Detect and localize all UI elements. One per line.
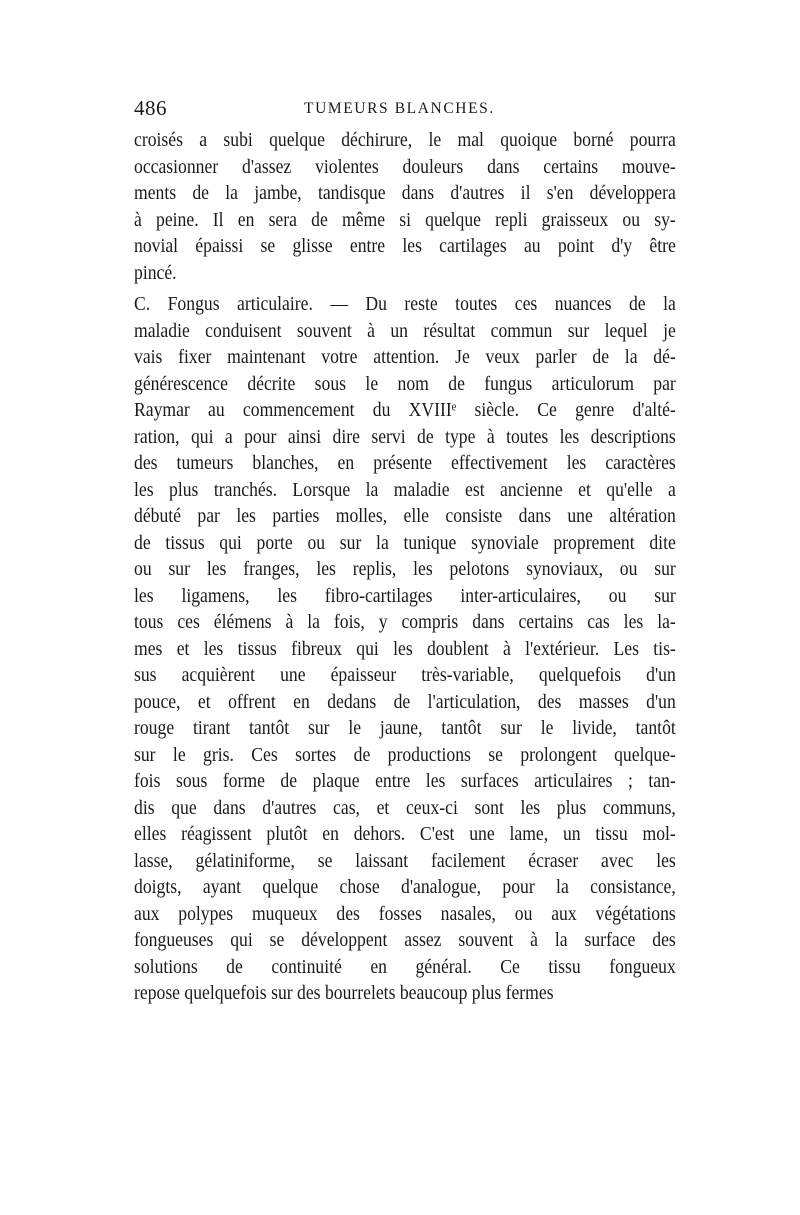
text-line: Raymar au commencement du XVIIIᵉ siècle. Ce genre d'alté- bbox=[134, 399, 676, 421]
text-line: mes et les tissus fibreux qui les doublent à l'extérieur. Les tis- bbox=[134, 637, 676, 660]
text-line: sur le gris. Ces sortes de productions se prolongent quelque- bbox=[134, 743, 676, 766]
text-line: repose quelquefois sur des bourrelets beaucoup plus fermes bbox=[134, 982, 554, 1004]
text-line: solutions de continuité en général. Ce tissu fongueux bbox=[134, 955, 676, 978]
text-line: ments de la jambe, tandisque dans d'autres il s'en développera bbox=[134, 182, 676, 204]
text-line: lasse, gélatiniforme, se laissant facilement écraser avec les bbox=[134, 849, 676, 872]
text-line: ou sur les franges, les replis, les pelotons synoviaux, ou sur bbox=[134, 558, 676, 580]
text-line: fois sous forme de plaque entre les surfaces articulaires ; tan- bbox=[134, 770, 676, 792]
text-line: aux polypes muqueux des fosses nasales, ou aux végétations bbox=[134, 902, 676, 925]
text-line: ration, qui a pour ainsi dire servi de type à toutes les descriptions bbox=[134, 425, 676, 448]
text-line: les ligamens, les fibro-cartilages inter-articulaires, ou sur bbox=[134, 584, 676, 607]
text-line: elles réagissent plutôt en dehors. C'est une lame, un tissu mol- bbox=[134, 823, 676, 845]
text-line: débuté par les parties molles, elle consiste dans une altération bbox=[134, 505, 676, 527]
text-line: pincé. bbox=[134, 261, 177, 284]
text-line: sus acquièrent une épaisseur très-variable, quelquefois d'un bbox=[134, 664, 676, 686]
running-title: TUMEURS BLANCHES. bbox=[304, 100, 495, 117]
page-number: 486 bbox=[134, 96, 167, 120]
page-header bbox=[134, 96, 676, 126]
text-line: fongueuses qui se développent assez souvent à la surface des bbox=[134, 929, 676, 951]
text-line: à peine. Il en sera de même si quelque repli graisseux ou sy- bbox=[134, 208, 676, 231]
text-line: pouce, et offrent en dedans de l'articulation, des masses d'un bbox=[134, 690, 676, 713]
text-line: doigts, ayant quelque chose d'analogue, pour la consistance, bbox=[134, 876, 676, 898]
section-heading-line: C. Fongus articulaire. — Du reste toutes ces nuances de la bbox=[134, 293, 676, 315]
text-line: rouge tirant tantôt sur le jaune, tantôt sur le livide, tantôt bbox=[134, 717, 676, 739]
text-line: des tumeurs blanches, en présente effectivement les caractères bbox=[134, 452, 676, 474]
text-line: générescence décrite sous le nom de fungus articulorum par bbox=[134, 372, 676, 395]
text-line: croisés a subi quelque déchirure, le mal quoique borné pourra bbox=[134, 129, 676, 151]
text-line: les plus tranchés. Lorsque la maladie est ancienne et qu'elle a bbox=[134, 478, 676, 501]
text-line: occasionner d'assez violentes douleurs dans certains mouve- bbox=[134, 155, 676, 178]
text-line: dis que dans d'autres cas, et ceux-ci sont les plus communs, bbox=[134, 796, 676, 819]
body-text bbox=[134, 127, 676, 1007]
text-line: de tissus qui porte ou sur la tunique synoviale proprement dite bbox=[134, 531, 676, 554]
text-line: vais fixer maintenant votre attention. Je veux parler de la dé- bbox=[134, 346, 676, 368]
text-line: tous ces élémens à la fois, y compris dans certains cas les la- bbox=[134, 611, 676, 633]
text-line: novial épaissi se glisse entre les cartilages au point d'y être bbox=[134, 235, 676, 257]
text-line: maladie conduisent souvent à un résultat commun sur lequel je bbox=[134, 319, 676, 342]
